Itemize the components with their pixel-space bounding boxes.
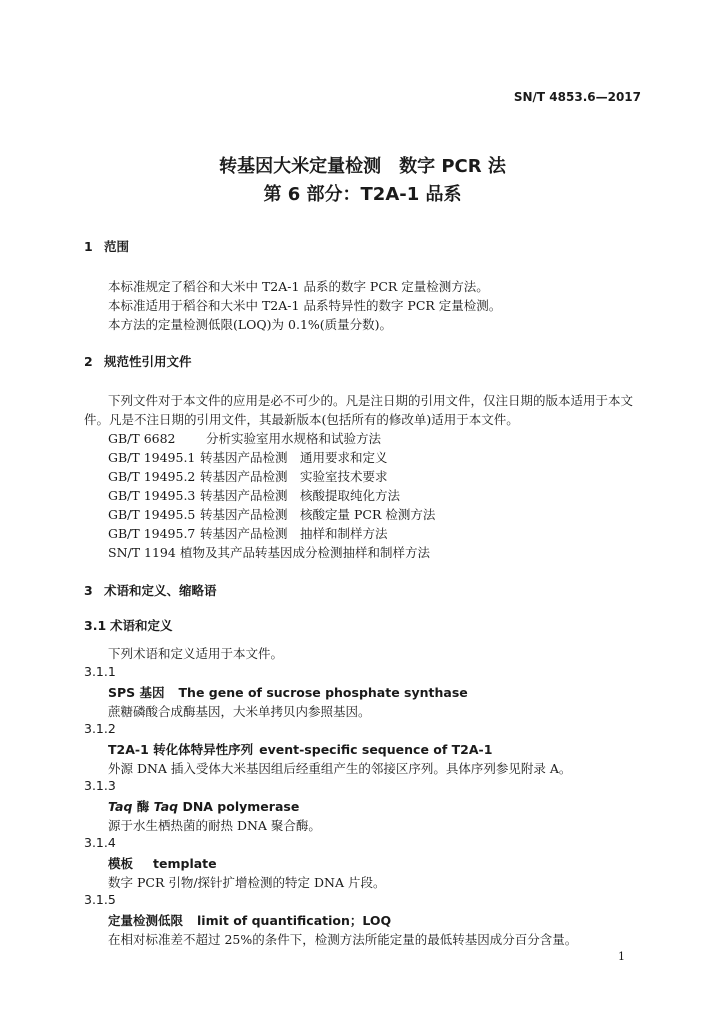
term-definition: 在相对标准差不超过 25%的条件下，检测方法所能定量的最低转基因成分百分含量。 (108, 932, 578, 947)
subsection-number: 3.1 (84, 618, 107, 633)
reference-code: GB/T 6682 (108, 431, 176, 446)
term-zh: SPS 基因 (108, 685, 165, 700)
term-en: event-specific sequence of T2A-1 (259, 742, 493, 757)
section-title: 术语和定义、缩略语 (104, 583, 217, 598)
term-heading (108, 683, 468, 701)
term-zh: 模板 (108, 856, 134, 871)
reference-title: 植物及其产品转基因成分检测抽样和制样方法 (180, 545, 431, 560)
term-definition: 源于水生栖热菌的耐热 DNA 聚合酶。 (108, 818, 321, 833)
reference-item (108, 543, 430, 561)
reference-code: GB/T 19495.5 (108, 507, 196, 522)
term-zh-italic: Taq (108, 799, 133, 814)
reference-code: SN/T 1194 (108, 545, 176, 560)
subsection-title: 术语和定义 (110, 618, 173, 633)
reference-code: GB/T 19495.3 (108, 488, 196, 503)
term-en: DNA polymerase (178, 799, 300, 814)
section-heading-scope (84, 237, 129, 255)
reference-item (108, 467, 388, 485)
reference-title: 转基因产品检测 核酸提取纯化方法 (200, 488, 401, 503)
reference-title: 转基因产品检测 抽样和制样方法 (200, 526, 388, 541)
term-zh: T2A-1 转化体特异性序列 (108, 742, 254, 757)
reference-item (108, 486, 400, 504)
term-en: template (153, 856, 217, 871)
term-heading (108, 797, 299, 815)
subsection-heading (84, 616, 173, 634)
section-number: 2 (84, 354, 93, 369)
term-number: 3.1.3 (84, 778, 116, 793)
term-definition: 外源 DNA 插入受体大米基因组后经重组产生的邻接区序列。具体序列参见附录 A。 (108, 761, 572, 776)
section-title: 规范性引用文件 (104, 354, 192, 369)
term-definition: 数字 PCR 引物/探针扩增检测的特定 DNA 片段。 (108, 875, 386, 890)
section-title: 范围 (104, 239, 130, 254)
section-number: 3 (84, 583, 93, 598)
term-number: 3.1.2 (84, 721, 116, 736)
paragraph: 下列术语和定义适用于本文件。 (108, 646, 284, 661)
paragraph-continuation: 件。凡是不注日期的引用文件，其最新版本(包括所有的修改单)适用于本文件。 (84, 412, 519, 427)
standard-number: SN/T 4853.6—2017 (513, 90, 641, 104)
document-title-line1: 转基因大米定量检测 数字 PCR 法 (219, 156, 506, 177)
term-heading (108, 854, 217, 872)
reference-title: 转基因产品检测 通用要求和定义 (200, 450, 388, 465)
page-number: 1 (618, 950, 625, 963)
term-number: 3.1.5 (84, 892, 116, 907)
reference-item (108, 524, 388, 542)
reference-title: 转基因产品检测 核酸定量 PCR 检测方法 (200, 507, 436, 522)
term-definition: 蔗糖磷酸合成酶基因，大米单拷贝内参照基因。 (108, 704, 371, 719)
document-title-line2: 第 6 部分：T2A-1 品系 (263, 184, 462, 205)
reference-item (108, 429, 381, 447)
section-heading-normative-references (84, 352, 192, 370)
term-en-italic: Taq (153, 799, 179, 814)
term-zh: 酶 (132, 799, 154, 814)
reference-title: 分析实验室用水规格和试验方法 (206, 431, 382, 446)
reference-code: GB/T 19495.1 (108, 450, 196, 465)
paragraph: 下列文件对于本文件的应用是必不可少的。凡是注日期的引用文件，仅注日期的版本适用于本文 (108, 393, 634, 408)
section-number: 1 (84, 239, 93, 254)
reference-code: GB/T 19495.2 (108, 469, 196, 484)
reference-item (108, 448, 388, 466)
reference-code: GB/T 19495.7 (108, 526, 196, 541)
paragraph: 本方法的定量检测低限(LOQ)为 0.1%(质量分数)。 (108, 317, 393, 332)
paragraph: 本标准规定了稻谷和大米中 T2A-1 品系的数字 PCR 定量检测方法。 (108, 279, 489, 294)
reference-item (108, 505, 435, 523)
term-en: limit of quantification；LOQ (197, 913, 392, 928)
term-heading (108, 911, 391, 929)
paragraph: 本标准适用于稻谷和大米中 T2A-1 品系特异性的数字 PCR 定量检测。 (108, 298, 502, 313)
term-en: The gene of sucrose phosphate synthase (178, 685, 468, 700)
term-zh: 定量检测低限 (108, 913, 184, 928)
reference-title: 转基因产品检测 实验室技术要求 (200, 469, 388, 484)
term-number: 3.1.4 (84, 835, 116, 850)
term-number: 3.1.1 (84, 664, 116, 679)
term-heading (108, 740, 492, 758)
section-heading-terms (84, 581, 217, 599)
